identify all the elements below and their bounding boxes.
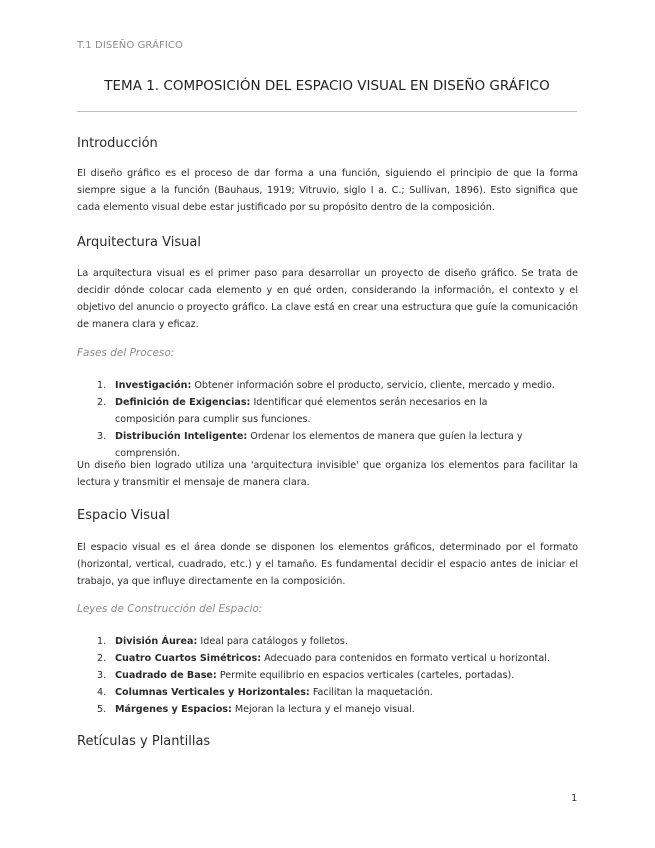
fases-list-block — [77, 377, 578, 462]
intro-paragraph: El diseño gráfico es el proceso de dar forma a una función, siguiendo el principio de que la forma siempre sigue a la función (Bauhaus, 1919; Vitruvio, siglo I a. C.; Sullivan, 1896). Esto significa que cada elemento visual debe estar justificado por su propósito dentro de la composición. — [77, 168, 578, 213]
list-item — [77, 684, 578, 701]
list-item — [77, 633, 578, 650]
espacio-paragraph-block — [77, 539, 578, 590]
subheading-fases-del-proceso: Fases del Proceso: — [77, 347, 175, 359]
list-number: 4. — [97, 687, 107, 698]
list-number: 3. — [97, 431, 107, 442]
running-header: T.1 DISEÑO GRÁFICO — [77, 40, 183, 51]
arquitectura-heading-block — [77, 235, 578, 250]
list-item — [77, 377, 578, 394]
list-number: 2. — [97, 653, 107, 664]
intro-paragraph-block — [77, 165, 578, 216]
list-number: 1. — [97, 636, 107, 647]
list-text: Facilitan la maquetación. — [309, 687, 433, 698]
leyes-subheading-block — [77, 603, 578, 615]
list-term: División Áurea: — [115, 636, 198, 647]
section-heading-reticulas-plantillas: Retículas y Plantillas — [77, 734, 211, 749]
list-text: Permite equilibrio en espacios verticales (carteles, portadas). — [216, 670, 515, 681]
list-item — [77, 394, 578, 428]
section-heading-arquitectura-visual: Arquitectura Visual — [77, 235, 201, 250]
fases-subheading-block — [77, 347, 578, 359]
subheading-leyes-construccion: Leyes de Construcción del Espacio: — [77, 603, 263, 615]
espacio-heading-block — [77, 508, 578, 523]
reticulas-heading-block — [77, 734, 578, 749]
list-item — [77, 701, 578, 718]
list-item — [77, 667, 578, 684]
list-item — [77, 650, 578, 667]
list-term: Columnas Verticales y Horizontales: — [115, 687, 310, 698]
list-term: Definición de Exigencias: — [115, 397, 251, 408]
espacio-paragraph: El espacio visual es el área donde se disponen los elementos gráficos, determinado por el formato (horizontal, vertical, cuadrado, etc.) y el tamaño. Es fundamental decidir el espacio antes de iniciar el trabajo, ya que influye directamente en la composición. — [77, 542, 578, 587]
list-number: 2. — [97, 397, 107, 408]
list-number: 1. — [97, 380, 107, 391]
page-number: 1 — [571, 793, 578, 804]
intro-heading-block — [77, 136, 578, 151]
list-text: Obtener información sobre el producto, servicio, cliente, mercado y medio. — [191, 380, 555, 391]
list-term: Investigación: — [115, 380, 192, 391]
arquitectura-paragraph-block — [77, 265, 578, 333]
list-term: Márgenes y Espacios: — [115, 704, 232, 715]
title-divider — [77, 111, 577, 112]
list-text: Identificar qué elementos serán necesarios en la composición para cumplir sus funciones. — [115, 397, 488, 425]
leyes-list — [77, 633, 578, 718]
arquitectura-closing-paragraph: Un diseño bien logrado utiliza una 'arquitectura invisible' que organiza los elementos para facilitar la lectura y transmitir el mensaje de manera clara. — [77, 460, 578, 488]
document-title: TEMA 1. COMPOSICIÓN DEL ESPACIO VISUAL EN DISEÑO GRÁFICO — [104, 78, 550, 94]
list-term: Distribución Inteligente: — [115, 431, 248, 442]
section-heading-introduccion: Introducción — [77, 136, 158, 151]
list-number: 5. — [97, 704, 107, 715]
fases-list — [77, 377, 578, 462]
arquitectura-paragraph: La arquitectura visual es el primer paso para desarrollar un proyecto de diseño gráfico. Se trata de decidir dónde colocar cada elemento y en qué orden, considerando la información, el contexto y el objetivo del anuncio o proyecto gráfico. La clave está en crear una estructura que guíe la comunicación de manera clara y eficaz. — [77, 268, 578, 330]
list-text: Ideal para catálogos y folletos. — [197, 636, 348, 647]
list-text: Mejoran la lectura y el manejo visual. — [231, 704, 415, 715]
list-term: Cuadrado de Base: — [115, 670, 217, 681]
list-text: Adecuado para contenidos en formato vertical u horizontal. — [261, 653, 551, 664]
list-term: Cuatro Cuartos Simétricos: — [115, 653, 262, 664]
list-text: Ordenar los elementos de manera que guíen la lectura y comprensión. — [115, 431, 523, 459]
section-heading-espacio-visual: Espacio Visual — [77, 508, 170, 523]
leyes-list-block — [77, 633, 578, 718]
arquitectura-closing-block — [77, 457, 578, 491]
list-number: 3. — [97, 670, 107, 681]
